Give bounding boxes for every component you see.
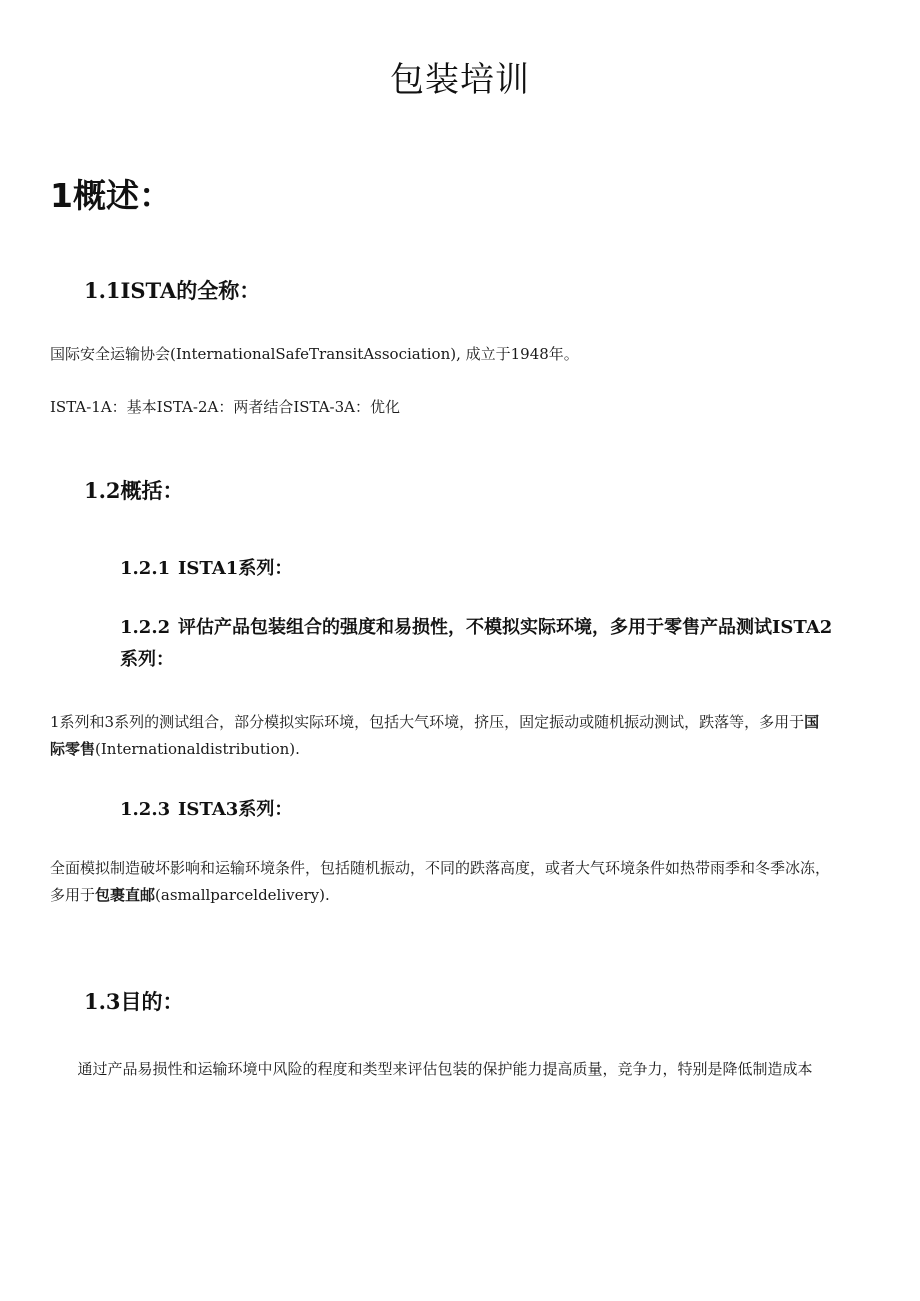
paragraph-text: (asmallparceldelivery). — [155, 886, 330, 904]
paragraph-ista3-desc — [50, 855, 830, 909]
section-heading-1-2-3 — [120, 795, 292, 821]
section-number: 1.2.1 — [120, 558, 171, 579]
section-text: ISTA1系列： — [178, 558, 293, 579]
section-number: 1.2.3 — [120, 799, 171, 820]
paragraph-text: 全面模拟制造破坏影响和运输环境条件，包括随机振动，不同的跌落高度，或者大气环境条件如热带雨季和冬季冰冻，多用于 — [50, 859, 831, 904]
section-heading-1-2-1 — [120, 554, 292, 580]
paragraph-purpose: 通过产品易损性和运输环境中风险的程度和类型来评估包装的保护能力提高质量，竞争力，特别是降低制造成本 — [77, 1060, 813, 1078]
bold-term: 国际零售 — [50, 713, 820, 758]
paragraph-text: 1系列和3系列的测试组合，部分模拟实际环境，包括大气环境，挤压，固定振动或随机振动测试，跌落等，多用于 — [50, 713, 805, 731]
page-title: 包装培训 — [390, 60, 530, 100]
section-text: ISTA3系列： — [178, 799, 293, 820]
section-heading-1-1: 1.1ISTA的全称： — [84, 278, 261, 303]
section-heading-1: 1概述： — [50, 176, 172, 215]
section-heading-1-2: 1.2概括： — [84, 478, 184, 503]
paragraph-ista-fullname: 国际安全运输协会(InternationalSafeTransitAssociation), 成立于1948年。 — [50, 345, 579, 363]
paragraph-ista2-desc — [50, 709, 830, 763]
paragraph-ista-types: ISTA-1A：基本ISTA-2A：两者结合ISTA-3A：优化 — [50, 398, 400, 416]
section-number: 1.2.2 — [120, 617, 171, 638]
section-text: 评估产品包装组合的强度和易损性，不模拟实际环境，多用于零售产品测试ISTA2系列： — [120, 617, 833, 670]
paragraph-text: (Internationaldistribution). — [95, 740, 300, 758]
bold-term: 包裹直邮 — [95, 886, 156, 904]
section-heading-1-3: 1.3目的： — [84, 989, 184, 1014]
section-heading-1-2-2 — [120, 612, 840, 676]
